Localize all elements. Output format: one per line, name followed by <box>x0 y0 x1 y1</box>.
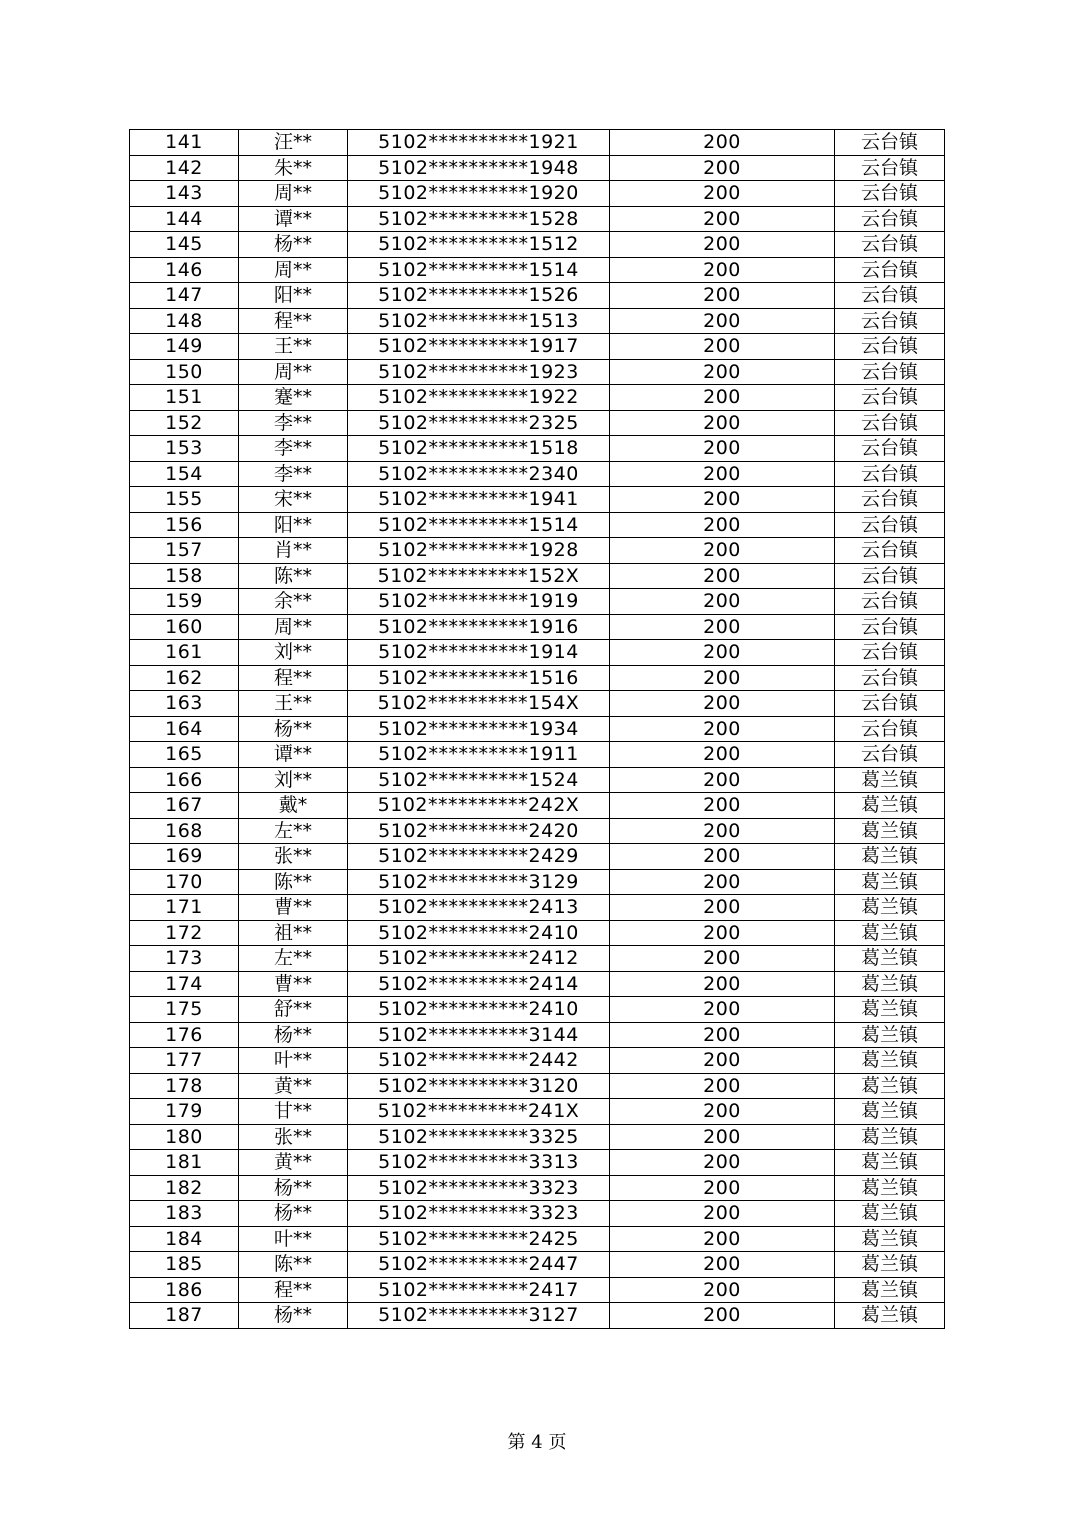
town-cell: 云台镇 <box>835 614 945 640</box>
town-cell: 云台镇 <box>835 589 945 615</box>
amount-cell: 200 <box>610 308 835 334</box>
table-row <box>130 946 945 972</box>
town-cell: 葛兰镇 <box>835 1303 945 1329</box>
row-number-cell: 146 <box>130 257 239 283</box>
row-number-cell: 185 <box>130 1252 239 1278</box>
id-number-cell: 5102**********2417 <box>348 1277 610 1303</box>
row-number-cell: 158 <box>130 563 239 589</box>
id-number-cell: 5102**********1514 <box>348 257 610 283</box>
name-cell: 左** <box>239 818 348 844</box>
id-number-cell: 5102**********152X <box>348 563 610 589</box>
table-row <box>130 971 945 997</box>
amount-cell: 200 <box>610 206 835 232</box>
table-row <box>130 487 945 513</box>
id-number-cell: 5102**********1928 <box>348 538 610 564</box>
town-cell: 云台镇 <box>835 232 945 258</box>
amount-cell: 200 <box>610 1150 835 1176</box>
town-cell: 葛兰镇 <box>835 1277 945 1303</box>
town-cell: 云台镇 <box>835 130 945 156</box>
row-number-cell: 159 <box>130 589 239 615</box>
row-number-cell: 161 <box>130 640 239 666</box>
town-cell: 葛兰镇 <box>835 1150 945 1176</box>
id-number-cell: 5102**********1941 <box>348 487 610 513</box>
name-cell: 程** <box>239 308 348 334</box>
row-number-cell: 171 <box>130 895 239 921</box>
table-row <box>130 1022 945 1048</box>
amount-cell: 200 <box>610 1201 835 1227</box>
town-cell: 葛兰镇 <box>835 997 945 1023</box>
amount-cell: 200 <box>610 232 835 258</box>
town-cell: 葛兰镇 <box>835 1022 945 1048</box>
table-row <box>130 385 945 411</box>
id-number-cell: 5102**********2425 <box>348 1226 610 1252</box>
table-row <box>130 1124 945 1150</box>
town-cell: 葛兰镇 <box>835 1048 945 1074</box>
id-number-cell: 5102**********1948 <box>348 155 610 181</box>
amount-cell: 200 <box>610 691 835 717</box>
name-cell: 李** <box>239 436 348 462</box>
name-cell: 朱** <box>239 155 348 181</box>
row-number-cell: 150 <box>130 359 239 385</box>
table-row <box>130 665 945 691</box>
row-number-cell: 163 <box>130 691 239 717</box>
id-number-cell: 5102**********2429 <box>348 844 610 870</box>
name-cell: 阳** <box>239 512 348 538</box>
amount-cell: 200 <box>610 1277 835 1303</box>
row-number-cell: 151 <box>130 385 239 411</box>
id-number-cell: 5102**********1921 <box>348 130 610 156</box>
table-row <box>130 181 945 207</box>
row-number-cell: 183 <box>130 1201 239 1227</box>
page-number: 第 4 页 <box>507 1432 567 1453</box>
id-number-cell: 5102**********2442 <box>348 1048 610 1074</box>
town-cell: 葛兰镇 <box>835 1073 945 1099</box>
amount-cell: 200 <box>610 1303 835 1329</box>
name-cell: 陈** <box>239 869 348 895</box>
table-row <box>130 512 945 538</box>
name-cell: 周** <box>239 257 348 283</box>
row-number-cell: 156 <box>130 512 239 538</box>
row-number-cell: 169 <box>130 844 239 870</box>
name-cell: 肖** <box>239 538 348 564</box>
table-row <box>130 436 945 462</box>
name-cell: 刘** <box>239 640 348 666</box>
row-number-cell: 152 <box>130 410 239 436</box>
row-number-cell: 148 <box>130 308 239 334</box>
town-cell: 葛兰镇 <box>835 844 945 870</box>
name-cell: 阳** <box>239 283 348 309</box>
table-row <box>130 614 945 640</box>
id-number-cell: 5102**********241X <box>348 1099 610 1125</box>
table-row <box>130 895 945 921</box>
row-number-cell: 177 <box>130 1048 239 1074</box>
id-number-cell: 5102**********1528 <box>348 206 610 232</box>
id-number-cell: 5102**********2325 <box>348 410 610 436</box>
id-number-cell: 5102**********1512 <box>348 232 610 258</box>
amount-cell: 200 <box>610 946 835 972</box>
town-cell: 云台镇 <box>835 181 945 207</box>
row-number-cell: 175 <box>130 997 239 1023</box>
table-body <box>130 130 945 1329</box>
town-cell: 云台镇 <box>835 512 945 538</box>
name-cell: 张** <box>239 844 348 870</box>
town-cell: 云台镇 <box>835 563 945 589</box>
town-cell: 云台镇 <box>835 334 945 360</box>
name-cell: 叶** <box>239 1226 348 1252</box>
id-number-cell: 5102**********1914 <box>348 640 610 666</box>
table-row <box>130 1303 945 1329</box>
amount-cell: 200 <box>610 257 835 283</box>
amount-cell: 200 <box>610 410 835 436</box>
town-cell: 葛兰镇 <box>835 793 945 819</box>
row-number-cell: 174 <box>130 971 239 997</box>
town-cell: 云台镇 <box>835 487 945 513</box>
amount-cell: 200 <box>610 1099 835 1125</box>
id-number-cell: 5102**********1524 <box>348 767 610 793</box>
town-cell: 葛兰镇 <box>835 946 945 972</box>
id-number-cell: 5102**********1923 <box>348 359 610 385</box>
table-row <box>130 716 945 742</box>
id-number-cell: 5102**********1934 <box>348 716 610 742</box>
town-cell: 云台镇 <box>835 155 945 181</box>
amount-cell: 200 <box>610 1048 835 1074</box>
table-row <box>130 1252 945 1278</box>
id-number-cell: 5102**********1514 <box>348 512 610 538</box>
amount-cell: 200 <box>610 716 835 742</box>
row-number-cell: 168 <box>130 818 239 844</box>
row-number-cell: 172 <box>130 920 239 946</box>
name-cell: 杨** <box>239 1022 348 1048</box>
town-cell: 云台镇 <box>835 665 945 691</box>
table-row <box>130 563 945 589</box>
name-cell: 李** <box>239 410 348 436</box>
row-number-cell: 173 <box>130 946 239 972</box>
amount-cell: 200 <box>610 181 835 207</box>
table-row <box>130 283 945 309</box>
row-number-cell: 170 <box>130 869 239 895</box>
table-row <box>130 920 945 946</box>
id-number-cell: 5102**********2447 <box>348 1252 610 1278</box>
id-number-cell: 5102**********1513 <box>348 308 610 334</box>
table-row <box>130 308 945 334</box>
row-number-cell: 179 <box>130 1099 239 1125</box>
id-number-cell: 5102**********2410 <box>348 997 610 1023</box>
table-row <box>130 1175 945 1201</box>
town-cell: 云台镇 <box>835 385 945 411</box>
table-row <box>130 1073 945 1099</box>
id-number-cell: 5102**********1919 <box>348 589 610 615</box>
town-cell: 葛兰镇 <box>835 895 945 921</box>
name-cell: 左** <box>239 946 348 972</box>
id-number-cell: 5102**********1518 <box>348 436 610 462</box>
town-cell: 葛兰镇 <box>835 920 945 946</box>
table-row <box>130 1048 945 1074</box>
row-number-cell: 182 <box>130 1175 239 1201</box>
name-cell: 杨** <box>239 232 348 258</box>
town-cell: 云台镇 <box>835 410 945 436</box>
table-row <box>130 461 945 487</box>
amount-cell: 200 <box>610 742 835 768</box>
table-row <box>130 232 945 258</box>
amount-cell: 200 <box>610 793 835 819</box>
amount-cell: 200 <box>610 512 835 538</box>
name-cell: 李** <box>239 461 348 487</box>
name-cell: 周** <box>239 614 348 640</box>
amount-cell: 200 <box>610 1226 835 1252</box>
table-row <box>130 359 945 385</box>
table-row <box>130 334 945 360</box>
amount-cell: 200 <box>610 283 835 309</box>
id-number-cell: 5102**********1920 <box>348 181 610 207</box>
id-number-cell: 5102**********2412 <box>348 946 610 972</box>
town-cell: 葛兰镇 <box>835 818 945 844</box>
row-number-cell: 141 <box>130 130 239 156</box>
amount-cell: 200 <box>610 563 835 589</box>
amount-cell: 200 <box>610 818 835 844</box>
row-number-cell: 181 <box>130 1150 239 1176</box>
row-number-cell: 153 <box>130 436 239 462</box>
town-cell: 云台镇 <box>835 716 945 742</box>
table-row <box>130 410 945 436</box>
town-cell: 云台镇 <box>835 257 945 283</box>
table-row <box>130 1226 945 1252</box>
row-number-cell: 176 <box>130 1022 239 1048</box>
row-number-cell: 165 <box>130 742 239 768</box>
town-cell: 葛兰镇 <box>835 1175 945 1201</box>
name-cell: 杨** <box>239 1175 348 1201</box>
amount-cell: 200 <box>610 869 835 895</box>
amount-cell: 200 <box>610 665 835 691</box>
amount-cell: 200 <box>610 359 835 385</box>
name-cell: 谭** <box>239 742 348 768</box>
id-number-cell: 5102**********1911 <box>348 742 610 768</box>
name-cell: 曹** <box>239 971 348 997</box>
id-number-cell: 5102**********1922 <box>348 385 610 411</box>
table-row <box>130 742 945 768</box>
name-cell: 陈** <box>239 563 348 589</box>
id-number-cell: 5102**********3129 <box>348 869 610 895</box>
town-cell: 云台镇 <box>835 308 945 334</box>
name-cell: 黄** <box>239 1150 348 1176</box>
row-number-cell: 186 <box>130 1277 239 1303</box>
row-number-cell: 154 <box>130 461 239 487</box>
town-cell: 葛兰镇 <box>835 1201 945 1227</box>
town-cell: 葛兰镇 <box>835 971 945 997</box>
name-cell: 叶** <box>239 1048 348 1074</box>
name-cell: 周** <box>239 359 348 385</box>
id-number-cell: 5102**********1526 <box>348 283 610 309</box>
amount-cell: 200 <box>610 920 835 946</box>
town-cell: 云台镇 <box>835 283 945 309</box>
name-cell: 余** <box>239 589 348 615</box>
row-number-cell: 147 <box>130 283 239 309</box>
town-cell: 葛兰镇 <box>835 869 945 895</box>
name-cell: 宋** <box>239 487 348 513</box>
row-number-cell: 184 <box>130 1226 239 1252</box>
amount-cell: 200 <box>610 640 835 666</box>
id-number-cell: 5102**********3144 <box>348 1022 610 1048</box>
table-row <box>130 257 945 283</box>
town-cell: 云台镇 <box>835 461 945 487</box>
name-cell: 王** <box>239 691 348 717</box>
town-cell: 云台镇 <box>835 206 945 232</box>
id-number-cell: 5102**********3120 <box>348 1073 610 1099</box>
table-row <box>130 155 945 181</box>
amount-cell: 200 <box>610 589 835 615</box>
town-cell: 葛兰镇 <box>835 1226 945 1252</box>
name-cell: 戴* <box>239 793 348 819</box>
table-row <box>130 206 945 232</box>
table-row <box>130 589 945 615</box>
name-cell: 汪** <box>239 130 348 156</box>
amount-cell: 200 <box>610 130 835 156</box>
town-cell: 葛兰镇 <box>835 767 945 793</box>
row-number-cell: 187 <box>130 1303 239 1329</box>
name-cell: 程** <box>239 1277 348 1303</box>
amount-cell: 200 <box>610 971 835 997</box>
amount-cell: 200 <box>610 1252 835 1278</box>
town-cell: 云台镇 <box>835 691 945 717</box>
amount-cell: 200 <box>610 1073 835 1099</box>
row-number-cell: 164 <box>130 716 239 742</box>
amount-cell: 200 <box>610 844 835 870</box>
name-cell: 刘** <box>239 767 348 793</box>
town-cell: 葛兰镇 <box>835 1099 945 1125</box>
id-number-cell: 5102**********2413 <box>348 895 610 921</box>
id-number-cell: 5102**********2414 <box>348 971 610 997</box>
name-cell: 甘** <box>239 1099 348 1125</box>
name-cell: 祖** <box>239 920 348 946</box>
row-number-cell: 145 <box>130 232 239 258</box>
name-cell: 周** <box>239 181 348 207</box>
id-number-cell: 5102**********154X <box>348 691 610 717</box>
row-number-cell: 157 <box>130 538 239 564</box>
town-cell: 云台镇 <box>835 538 945 564</box>
name-cell: 黄** <box>239 1073 348 1099</box>
table-row <box>130 130 945 156</box>
name-cell: 曹** <box>239 895 348 921</box>
amount-cell: 200 <box>610 614 835 640</box>
town-cell: 葛兰镇 <box>835 1252 945 1278</box>
row-number-cell: 180 <box>130 1124 239 1150</box>
name-cell: 杨** <box>239 1303 348 1329</box>
name-cell: 王** <box>239 334 348 360</box>
town-cell: 葛兰镇 <box>835 1124 945 1150</box>
row-number-cell: 155 <box>130 487 239 513</box>
row-number-cell: 142 <box>130 155 239 181</box>
id-number-cell: 5102**********2420 <box>348 818 610 844</box>
row-number-cell: 144 <box>130 206 239 232</box>
table-row <box>130 997 945 1023</box>
amount-cell: 200 <box>610 538 835 564</box>
table-row <box>130 691 945 717</box>
amount-cell: 200 <box>610 1022 835 1048</box>
amount-cell: 200 <box>610 461 835 487</box>
amount-cell: 200 <box>610 487 835 513</box>
name-cell: 杨** <box>239 1201 348 1227</box>
table-row <box>130 1277 945 1303</box>
id-number-cell: 5102**********1916 <box>348 614 610 640</box>
table-row <box>130 1150 945 1176</box>
id-number-cell: 5102**********3325 <box>348 1124 610 1150</box>
id-number-cell: 5102**********1917 <box>348 334 610 360</box>
row-number-cell: 162 <box>130 665 239 691</box>
row-number-cell: 149 <box>130 334 239 360</box>
table-row <box>130 793 945 819</box>
row-number-cell: 160 <box>130 614 239 640</box>
name-cell: 舒** <box>239 997 348 1023</box>
town-cell: 云台镇 <box>835 640 945 666</box>
amount-cell: 200 <box>610 767 835 793</box>
name-cell: 谭** <box>239 206 348 232</box>
id-number-cell: 5102**********3323 <box>348 1201 610 1227</box>
amount-cell: 200 <box>610 895 835 921</box>
id-number-cell: 5102**********1516 <box>348 665 610 691</box>
table-row <box>130 1201 945 1227</box>
amount-cell: 200 <box>610 334 835 360</box>
amount-cell: 200 <box>610 385 835 411</box>
id-number-cell: 5102**********3313 <box>348 1150 610 1176</box>
data-table <box>129 129 945 1329</box>
id-number-cell: 5102**********2410 <box>348 920 610 946</box>
name-cell: 陈** <box>239 1252 348 1278</box>
row-number-cell: 167 <box>130 793 239 819</box>
name-cell: 蹇** <box>239 385 348 411</box>
id-number-cell: 5102**********2340 <box>348 461 610 487</box>
table-row <box>130 538 945 564</box>
data-table-container <box>129 129 944 1329</box>
table-row <box>130 1099 945 1125</box>
amount-cell: 200 <box>610 1175 835 1201</box>
name-cell: 程** <box>239 665 348 691</box>
town-cell: 云台镇 <box>835 359 945 385</box>
town-cell: 云台镇 <box>835 742 945 768</box>
id-number-cell: 5102**********3127 <box>348 1303 610 1329</box>
row-number-cell: 166 <box>130 767 239 793</box>
name-cell: 张** <box>239 1124 348 1150</box>
amount-cell: 200 <box>610 436 835 462</box>
id-number-cell: 5102**********3323 <box>348 1175 610 1201</box>
amount-cell: 200 <box>610 1124 835 1150</box>
table-row <box>130 640 945 666</box>
row-number-cell: 178 <box>130 1073 239 1099</box>
town-cell: 云台镇 <box>835 436 945 462</box>
amount-cell: 200 <box>610 997 835 1023</box>
id-number-cell: 5102**********242X <box>348 793 610 819</box>
table-row <box>130 767 945 793</box>
table-row <box>130 869 945 895</box>
amount-cell: 200 <box>610 155 835 181</box>
table-row <box>130 844 945 870</box>
table-row <box>130 818 945 844</box>
name-cell: 杨** <box>239 716 348 742</box>
row-number-cell: 143 <box>130 181 239 207</box>
